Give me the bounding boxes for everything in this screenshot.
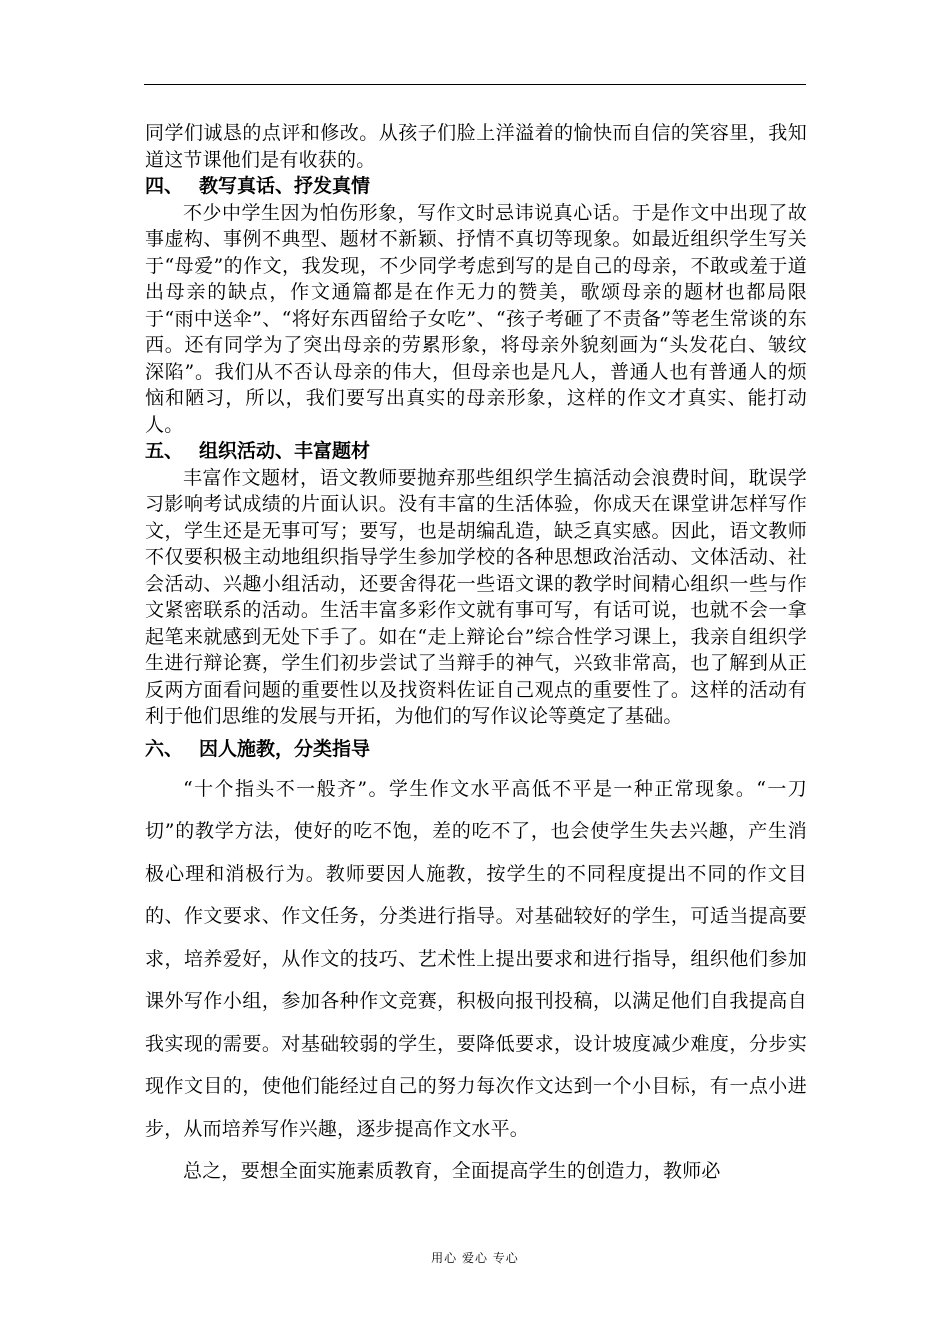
section-number: 四、 xyxy=(145,175,184,197)
section-title: 组织活动、丰富题材 xyxy=(199,440,371,462)
section-title: 因人施教，分类指导 xyxy=(199,737,371,760)
paragraph-section-5: 丰富作文题材，语文教师要抛弃那些组织学生搞活动会浪费时间，耽误学习影响考试成绩的片面认识。没有丰富的生活体验，你成天在课堂讲怎样写作文，学生还是无事可写；要写，也是胡编乱造，缺乏真实感。因此，语文教师不仅要积极主动地组织指导学生参加学校的各种思想政治活动、文体活动、社会活动、兴趣小组活动，还要舍得花一些语文课的教学时间精心组织一些与作文紧密联系的活动。生活丰富多彩作文就有事可写，有话可说，也就不会一拿起笔来就感到无处下手了。如在“走上辩论台”综合性学习课上，我亲自组织学生进行辩论赛，学生们初步尝试了当辩手的神气，兴致非常高，也了解到从正反两方面看问题的重要性以及找资料佐证自己观点的重要性了。这样的活动有利于他们思维的发展与开拓，为他们的写作议论等奠定了基础。 xyxy=(145,466,807,727)
page-footer: 用心 爱心 专心 xyxy=(431,1251,519,1265)
section-heading-4 xyxy=(145,173,807,200)
paragraph-conclusion: 总之，要想全面实施素质教育，全面提高学生的创造力，教师必 xyxy=(183,1160,721,1182)
paragraph-continued: 同学们诚恳的点评和修改。从孩子们脸上洋溢着的愉快而自信的笑容里，我知道这节课他们是有收获的。 xyxy=(145,122,807,171)
paragraph-section-6: “十个指头不一般齐”。学生作文水平高低不平是一种正常现象。“一刀切”的教学方法，使好的吃不饱，差的吃不了，也会使学生失去兴趣，产生消极心理和消极行为。教师要因人施教，按学生的不同程度提出不同的作文目的、作文要求、作文任务，分类进行指导。对基础较好的学生，可适当提高要求，培养爱好，从作文的技巧、艺术性上提出要求和进行指导，组织他们参加课外写作小组，参加各种作文竞赛，积极向报刊投稿，以满足他们自我提高自我实现的需要。对基础较弱的学生，要降低要求，设计坡度减少难度，分步实现作文目的，使他们能经过自己的努力每次作文达到一个小目标，有一点小进步，从而培养写作兴趣，逐步提高作文水平。 xyxy=(145,777,807,1140)
section-number: 六、 xyxy=(145,737,184,760)
section-number: 五、 xyxy=(145,440,184,462)
header-rule xyxy=(144,84,806,85)
document-body xyxy=(145,120,807,1193)
section-heading-5 xyxy=(145,438,807,465)
section-heading-6 xyxy=(145,730,807,768)
section-title: 教写真话、抒发真情 xyxy=(199,175,371,197)
paragraph-section-4: 不少中学生因为怕伤形象，写作文时忌讳说真心话。于是作文中出现了故事虚构、事例不典型、题材不新颖、抒情不真切等现象。如最近组织学生写关于“母爱”的作文，我发现，不少同学考虑到写的是自己的母亲，不敢或羞于道出母亲的缺点，作文通篇都是在作无力的赞美，歌颂母亲的题材也都局限于“雨中送伞”、“将好东西留给子女吃”、“孩子考砸了不责备”等老生常谈的东西。还有同学为了突出母亲的劳累形象，将母亲外貌刻画为“头发花白、皱纹深陷”。我们从不否认母亲的伟大，但母亲也是凡人，普通人也有普通人的烦恼和陋习，所以，我们要写出真实的母亲形象，这样的作文才真实、能打动人。 xyxy=(145,201,807,436)
